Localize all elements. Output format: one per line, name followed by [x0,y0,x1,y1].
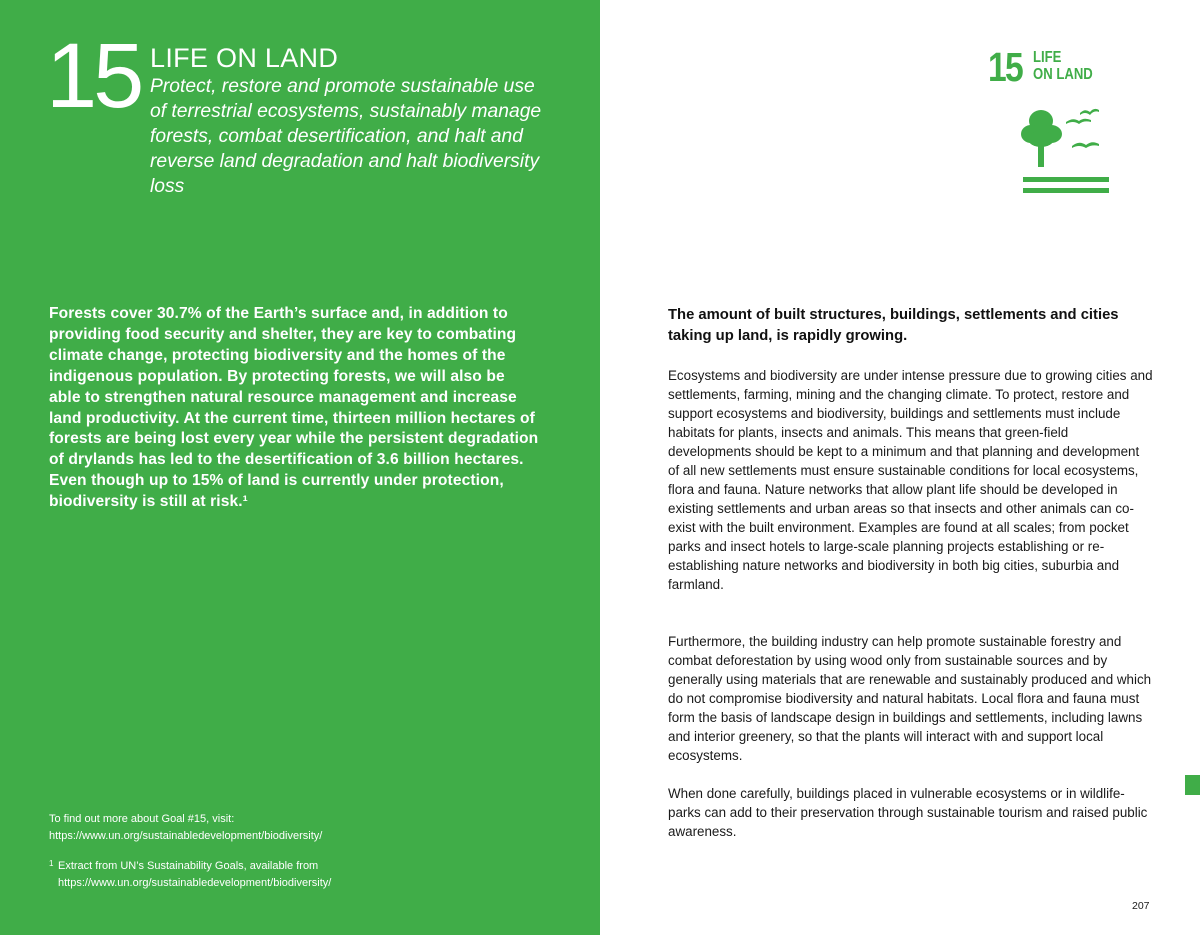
goal-number: 15 [46,25,141,127]
footnote-mark: 1 [49,859,54,868]
sdg-goal-badge [988,45,1118,200]
body-paragraph-3: When done carefully, buildings placed in vulnerable ecosystems or in wildlife-parks can add to their preservation through sustainable tourism and raised public awareness. [668,786,1148,839]
footnote [49,858,549,892]
badge-label [1033,49,1093,83]
body-paragraph-1: Ecosystems and biodiversity are under intense pressure due to growing cities and settlements, farming, mining and the changing climate. To protect, restore and support ecosystems and biodiversity, buildings and settlements must include habitats for plants, insects and animals. This means that green-field developments should be kept to a minimum and that planning and development of all new settlements must ensure sustainable conditions for local ecosystems, flora and fauna. Nature networks that allow plant life should be developed in existing settlements and urban areas so that insects and other animals can co-exist with the built environment. Examples are found at all scales; from pocket parks and insect hotels to large-scale planning projects establishing or re-establishing nature networks and biodiversity in both big cities, suburbia and farmland. [668,368,1153,592]
footnote-text: Extract from UN’s Sustainability Goals, available from [58,860,319,872]
tree-and-birds-icon [1020,103,1112,199]
lead-paragraph: The amount of built structures, buildings, settlements and cities taking up land, is rapidly growing. [668,307,1119,344]
footnote-link[interactable]: https://www.un.org/sustainabledevelopment/biodiversity/ [58,877,332,889]
more-info-label: To find out more about Goal #15, visit: [49,813,235,825]
badge-number: 15 [988,44,1023,90]
intro-paragraph: Forests cover 30.7% of the Earth’s surface and, in addition to providing food security and shelter, they are key to combating climate change, protecting biodiversity and the homes of the indigenous population. By protecting forests, we will also be able to strengthen natural resource management and increase land productivity. At the current time, thirteen million hectares of forests are being lost every year while the persistent degradation of drylands has led to the desertification of 3.6 billion hectares. Even though up to 15% of land is currently under protection, biodiversity is still at risk.¹ [49,305,539,511]
goal-subtitle: Protect, restore and promote sustainable use of terrestrial ecosystems, sustainably manage forests, combat desertification, and halt and reverse land degradation and halt biodiversity loss [150,76,542,197]
goal-title: LIFE ON LAND [150,43,339,73]
badge-label-line1: LIFE [1033,49,1062,66]
badge-label-line2: ON LAND [1033,66,1093,83]
more-info [49,811,549,845]
more-info-link[interactable]: https://www.un.org/sustainabledevelopment/biodiversity/ [49,830,323,842]
right-page [600,0,1200,935]
page-number: 207 [1132,900,1150,912]
page-edge-tab [1185,775,1200,795]
body-paragraph-2: Furthermore, the building industry can help promote sustainable forestry and combat deforestation by using wood only from sustainable sources and by generally using materials that are renewable and sustainably produced and which do not compromise biodiversity and natural habitats. Local flora and fauna must form the basis of landscape design in buildings and settlements, including lawns and interior greenery, so that the plants will interact with and support local ecosystems. [668,634,1152,763]
